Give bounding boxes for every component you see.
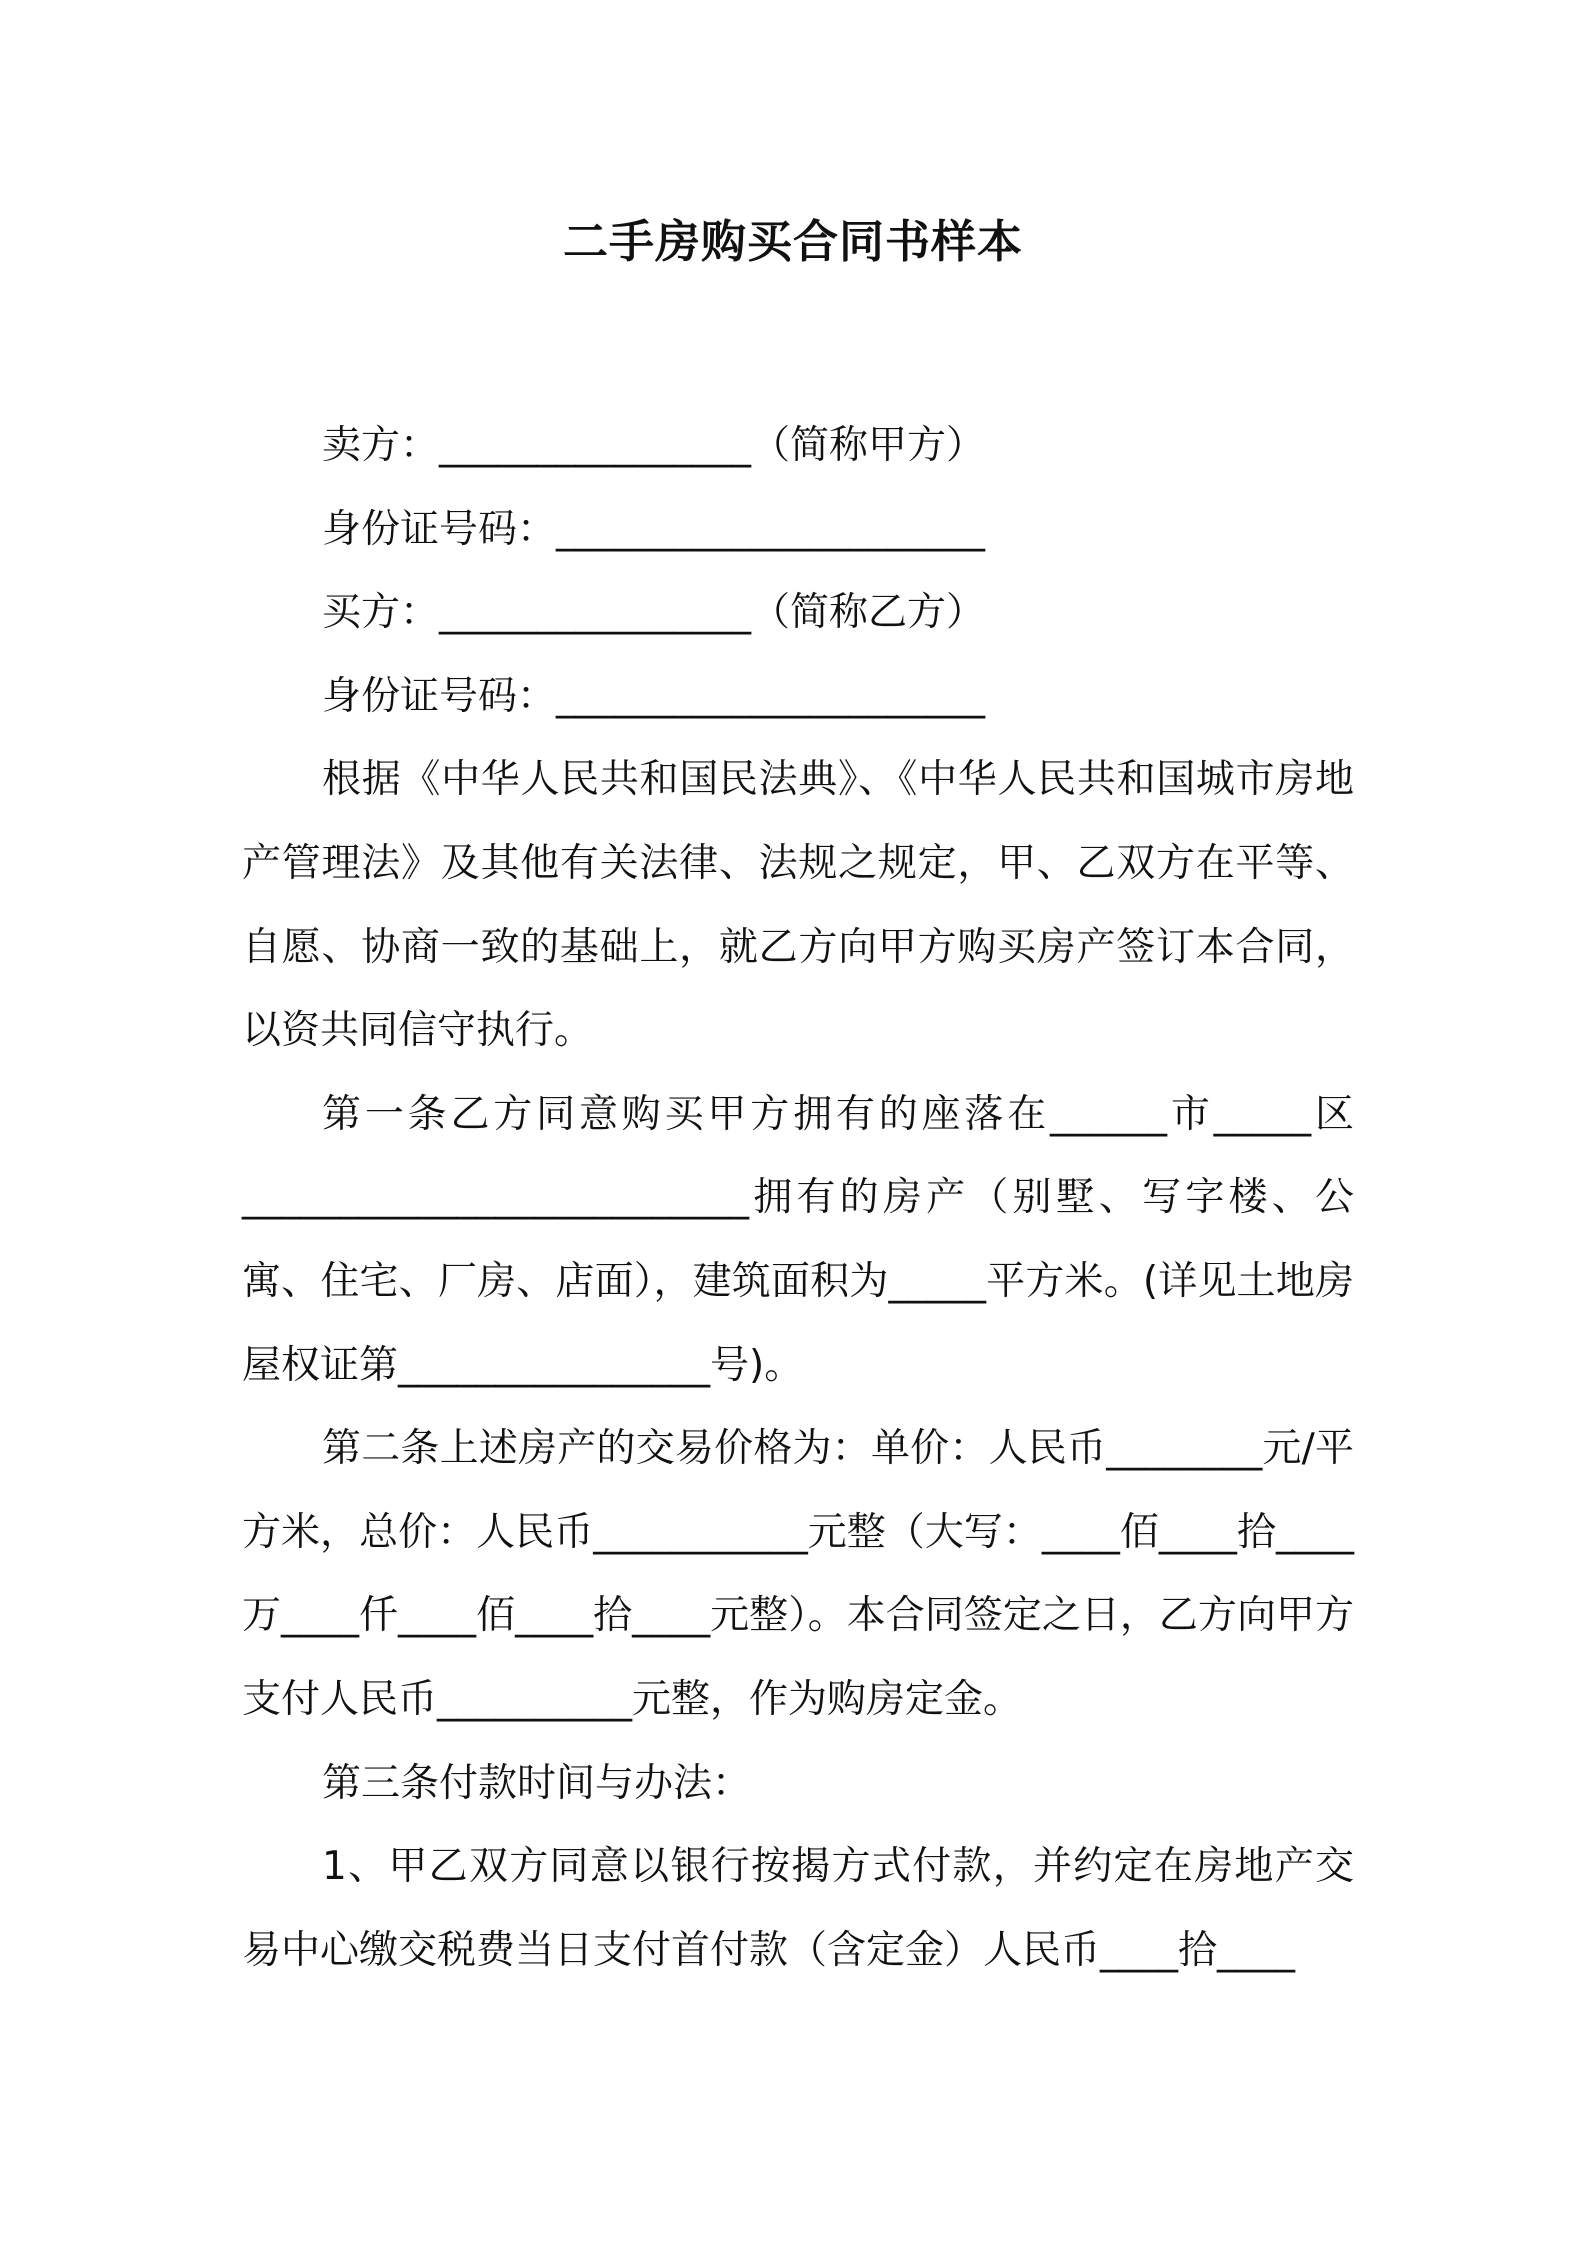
article-2-paragraph: 第二条上述房产的交易价格为：单价：人民币________元/平方米，总价：人民币___________元整（大写：____佰____拾____万____仟____佰____拾____元整）。本合同签定之日，乙方向甲方支付人民币__________元整，作为购房定金。 (242, 1426, 1354, 1722)
article-3-heading: 第三条付款时间与办法： (322, 1760, 752, 1806)
buyer-id-line: 身份证号码：______________________ (322, 673, 986, 719)
document-body (242, 404, 1354, 1992)
article-1-paragraph: 第一条乙方同意购买甲方拥有的座落在______市_____区__________________________拥有的房产（别墅、写字楼、公寓、住宅、厂房、店面），建筑面积为_____平方米。(详见土地房屋权证第________________号)。 (242, 1091, 1354, 1388)
preamble-paragraph: 根据《中华人民共和国民法典》、《中华人民共和国城市房地产管理法》及其他有关法律、法规之规定，甲、乙双方在平等、自愿、协商一致的基础上，就乙方向甲方购买房产签订本合同，以资共同信守执行。 (242, 757, 1354, 1054)
buyer-line: 买方：________________（简称乙方） (322, 590, 986, 636)
seller-line: 卖方：________________（简称甲方） (322, 423, 986, 468)
article-3-item-1: 1、甲乙双方同意以银行按揭方式付款，并约定在房地产交易中心缴交税费当日支付首付款（含定金）人民币____拾____ (242, 1844, 1354, 1973)
document-title: 二手房购买合同书样本 (562, 215, 1023, 268)
seller-id-line: 身份证号码：______________________ (322, 506, 986, 552)
